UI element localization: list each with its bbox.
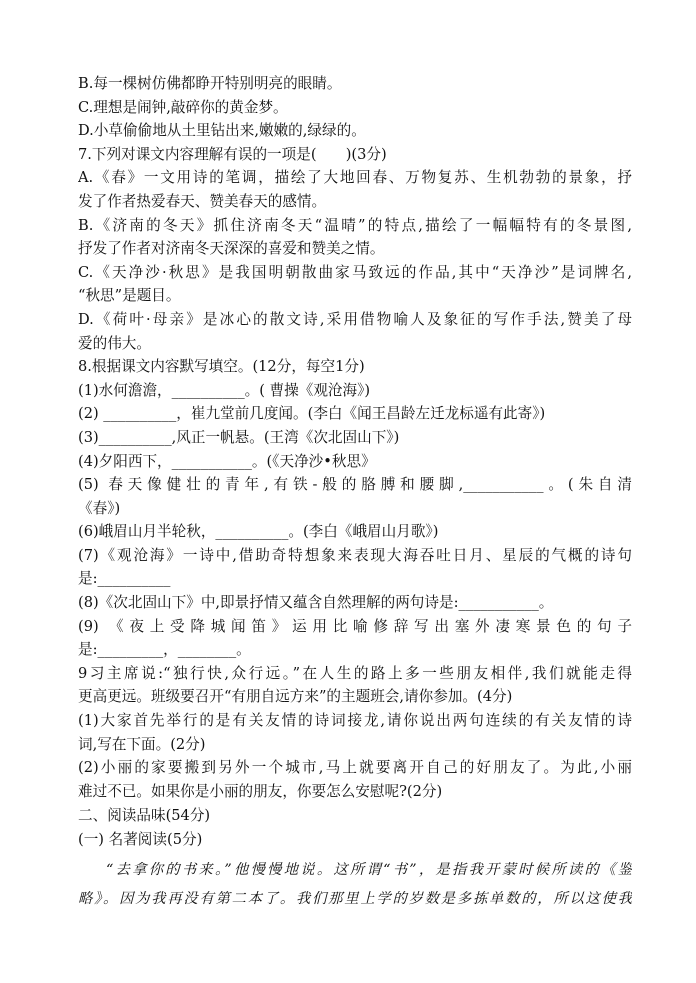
question-9-line: 更高更远。班级要召开“有朋自远方来”的主题班会,请你参加。(4分) — [78, 688, 513, 706]
question-8-item: (9) 《夜上受降城闻笛》运用比喻修辞写出塞外凄寒景色的句子 — [78, 617, 632, 635]
question-7-line: 抒发了作者对济南冬天深深的喜爱和赞美之情。 — [78, 240, 385, 258]
question-8-item: (3)__________,风正一帆悬。(王湾《次北固山下》) — [78, 428, 400, 446]
question-7-line: B.《济南的冬天》抓住济南冬天“温晴”的特点,描绘了一幅幅特有的冬景图, — [78, 216, 632, 234]
option-d: D.小草偷偷地从土里钻出来,嫩嫩的,绿绿的。 — [78, 122, 366, 140]
question-7-line: 爱的伟大。 — [78, 334, 151, 352]
question-7 — [78, 143, 632, 355]
question-8-item: (1)水何澹澹，__________。( 曹操《观沧海》) — [78, 381, 371, 399]
passage-line: “去拿你的书来。”他慢慢地说。这所谓“书”，是指我开蒙时候所读的《鉴 — [106, 861, 632, 878]
passage-line: 略》。因为我再没有第二本了。我们那里上学的岁数是多拣单数的，所以这使我 — [78, 890, 632, 907]
question-8 — [78, 355, 632, 662]
question-9-line: 难过不已。如果你是小丽的朋友，你要怎么安慰呢?(2分) — [78, 782, 443, 800]
question-9-line: 词,写在下面。(2分) — [78, 735, 206, 753]
question-8-item: (4)夕阳西下，___________。(《天净沙•秋思》 — [78, 452, 376, 470]
subsection-title: (一) 名著阅读(5分) — [78, 831, 203, 848]
question-8-item: (2) __________，崔九堂前几度闻。(李白《闻王昌龄左迁龙标遥有此寄》) — [78, 405, 546, 423]
question-8-item: (8)《次北固山下》中,即景抒情又蕴含自然理解的两句诗是:___________。 — [78, 594, 554, 612]
question-8-item: (5) 春天像健壮的青年,有铁-般的胳膊和腰脚,___________。(朱自清 — [78, 476, 632, 494]
question-9-line: 9习主席说:“独行快,众行远。”在人生的路上多一些朋友相伴,我们就能走得 — [78, 664, 632, 682]
question-8-stem: 8.根据课文内容默写填空。(12分，每空1分) — [78, 358, 365, 376]
question-8-item: 是:__________ — [78, 570, 171, 588]
question-8-item: (6)峨眉山月半轮秋，__________。(李白《峨眉山月歌》) — [78, 523, 439, 541]
section-reading — [78, 804, 632, 913]
section-title: 二、阅读品味(54分) — [78, 807, 211, 825]
option-b: B.每一棵树仿佛都睁开特别明亮的眼睛。 — [78, 75, 342, 92]
question-7-line: D.《荷叶·母亲》是冰心的散文诗,采用借物喻人及象征的写作手法,赞美了母 — [78, 310, 632, 328]
question-7-line: C.《天净沙·秋思》是我国明朝散曲家马致远的作品,其中“天净沙”是词牌名, — [78, 263, 632, 281]
question-7-line: 发了作者热爱春天、赞美春天的感情。 — [78, 192, 327, 210]
question-9-line: (1)大家首先举行的是有关友情的诗词接龙,请你说出两句连续的有关友情的诗 — [78, 712, 632, 730]
question-7-line: A.《春》一文用诗的笔调，描绘了大地回春、万物复苏、生机勃勃的景象，抒 — [78, 169, 632, 187]
reading-passage — [78, 856, 632, 914]
question-9-line: (2)小丽的家要搬到另外一个城市,马上就要离开自己的好朋友了。为此,小丽 — [78, 759, 632, 777]
question-8-item: 《春》) — [78, 499, 121, 517]
question-7-stem: 7.下列对课文内容理解有误的一项是( )(3分) — [78, 145, 387, 163]
option-c: C.理想是闹钟,敲碎你的黄金梦。 — [78, 98, 288, 116]
question-9 — [78, 662, 632, 804]
question-8-item: (7)《观沧海》一诗中,借助奇特想象来表现大海吞吐日月、星辰的气概的诗句 — [78, 546, 632, 564]
question-8-item: 是:_________，________。 — [78, 641, 251, 659]
question-7-line: “秋思”是题目。 — [78, 287, 181, 305]
previous-question-options — [78, 72, 632, 143]
